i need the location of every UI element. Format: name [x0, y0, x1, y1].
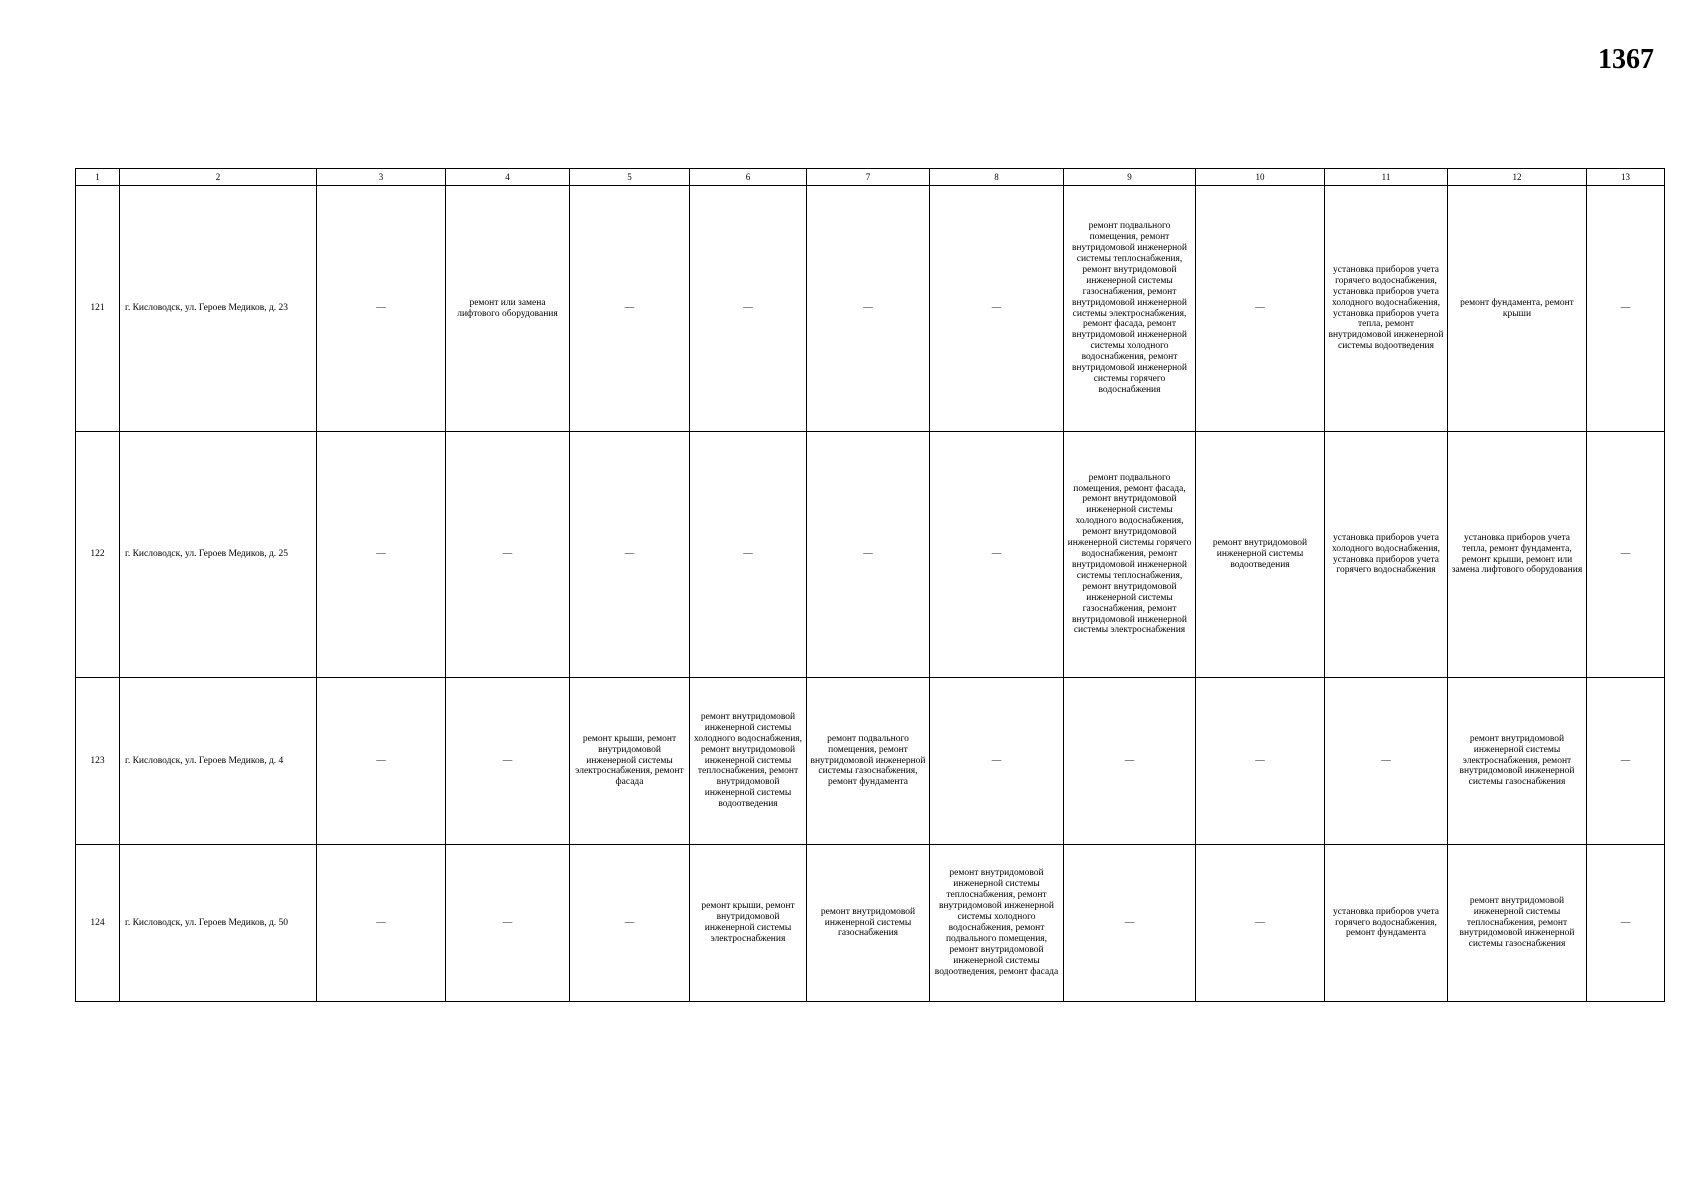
table-cell: установка приборов учета тепла, ремонт фундамента, ремонт крыши, ремонт или замена лифтового оборудования — [1448, 432, 1587, 678]
address-cell: г. Кисловодск, ул. Героев Медиков, д. 50 — [120, 845, 317, 1002]
table-cell: установка приборов учета горячего водоснабжения, установка приборов учета холодного водоснабжения, установка приборов учета тепла, ремонт внутридомовой инженерной системы водоотведения — [1325, 186, 1448, 432]
table-cell: — — [1064, 678, 1196, 845]
column-number: 7 — [807, 169, 930, 186]
row-number: 121 — [76, 186, 120, 432]
table-cell: — — [690, 432, 807, 678]
table-cell: — — [446, 678, 570, 845]
table-row — [76, 678, 1665, 845]
row-number: 122 — [76, 432, 120, 678]
table-cell: ремонт внутридомовой инженерной системы теплоснабжения, ремонт внутридомовой инженерной системы холодного водоснабжения, ремонт подвального помещения, ремонт внутридомовой инженерной системы водоотведения, ремонт фасада — [930, 845, 1064, 1002]
table-cell: — — [317, 845, 446, 1002]
table-cell: ремонт фундамента, ремонт крыши — [1448, 186, 1587, 432]
address-cell: г. Кисловодск, ул. Героев Медиков, д. 23 — [120, 186, 317, 432]
table-cell: — — [930, 432, 1064, 678]
table-cell: — — [570, 845, 690, 1002]
table-cell: ремонт внутридомовой инженерной системы холодного водоснабжения, ремонт внутридомовой инженерной системы теплоснабжения, ремонт внутридомовой инженерной системы водоотведения — [690, 678, 807, 845]
table-cell: ремонт внутридомовой инженерной системы водоотведения — [1196, 432, 1325, 678]
table-cell: — — [1064, 845, 1196, 1002]
repair-schedule-table — [75, 168, 1665, 1002]
table-cell: — — [317, 186, 446, 432]
table-cell: ремонт подвального помещения, ремонт фасада, ремонт внутридомовой инженерной системы холодного водоснабжения, ремонт внутридомовой инженерной системы горячего водоснабжения, ремонт внутридомовой инженерной системы теплоснабжения, ремонт внутридомовой инженерной системы газоснабжения, ремонт внутридомовой инженерной системы электроснабжения — [1064, 432, 1196, 678]
table-cell: — — [317, 432, 446, 678]
table-cell: — — [1587, 678, 1665, 845]
page-number: 1367 — [1598, 44, 1654, 75]
column-number: 4 — [446, 169, 570, 186]
table-cell: — — [317, 678, 446, 845]
address-cell: г. Кисловодск, ул. Героев Медиков, д. 25 — [120, 432, 317, 678]
table-cell: — — [1587, 432, 1665, 678]
table-cell: — — [690, 186, 807, 432]
table-cell: ремонт подвального помещения, ремонт внутридомовой инженерной системы газоснабжения, ремонт фундамента — [807, 678, 930, 845]
table-cell: — — [930, 678, 1064, 845]
table-cell: ремонт крыши, ремонт внутридомовой инженерной системы электроснабжения, ремонт фасада — [570, 678, 690, 845]
table-cell: ремонт подвального помещения, ремонт внутридомовой инженерной системы теплоснабжения, ремонт внутридомовой инженерной системы газоснабжения, ремонт внутридомовой инженерной системы электроснабжения, ремонт фасада, ремонт внутридомовой инженерной системы холодного водоснабжения, ремонт внутридомовой инженерной системы горячего водоснабжения — [1064, 186, 1196, 432]
column-number: 11 — [1325, 169, 1448, 186]
table-cell: ремонт внутридомовой инженерной системы газоснабжения — [807, 845, 930, 1002]
table-row — [76, 186, 1665, 432]
table-cell: — — [1325, 678, 1448, 845]
table-cell: — — [1587, 845, 1665, 1002]
column-number-row — [76, 169, 1665, 186]
table-cell: — — [1196, 678, 1325, 845]
table-cell: ремонт крыши, ремонт внутридомовой инженерной системы электроснабжения — [690, 845, 807, 1002]
table-cell: — — [1587, 186, 1665, 432]
address-cell: г. Кисловодск, ул. Героев Медиков, д. 4 — [120, 678, 317, 845]
table-cell: — — [446, 432, 570, 678]
table-cell: ремонт внутридомовой инженерной системы теплоснабжения, ремонт внутридомовой инженерной системы газоснабжения — [1448, 845, 1587, 1002]
table-cell: — — [1196, 186, 1325, 432]
column-number: 10 — [1196, 169, 1325, 186]
table-cell: ремонт внутридомовой инженерной системы электроснабжения, ремонт внутридомовой инженерной системы газоснабжения — [1448, 678, 1587, 845]
table-cell: — — [570, 432, 690, 678]
table-cell: установка приборов учета холодного водоснабжения, установка приборов учета горячего водоснабжения — [1325, 432, 1448, 678]
column-number: 3 — [317, 169, 446, 186]
table-cell: — — [1196, 845, 1325, 1002]
row-number: 123 — [76, 678, 120, 845]
column-number: 1 — [76, 169, 120, 186]
column-number: 9 — [1064, 169, 1196, 186]
table-row — [76, 845, 1665, 1002]
table-cell: — — [807, 432, 930, 678]
table-cell: — — [807, 186, 930, 432]
table-cell: установка приборов учета горячего водоснабжения, ремонт фундамента — [1325, 845, 1448, 1002]
table-row — [76, 432, 1665, 678]
table-cell: — — [930, 186, 1064, 432]
column-number: 5 — [570, 169, 690, 186]
table-cell: — — [446, 845, 570, 1002]
column-number: 6 — [690, 169, 807, 186]
column-number: 13 — [1587, 169, 1665, 186]
column-number: 12 — [1448, 169, 1587, 186]
column-number: 2 — [120, 169, 317, 186]
row-number: 124 — [76, 845, 120, 1002]
table-cell: — — [570, 186, 690, 432]
column-number: 8 — [930, 169, 1064, 186]
table-cell: ремонт или замена лифтового оборудования — [446, 186, 570, 432]
